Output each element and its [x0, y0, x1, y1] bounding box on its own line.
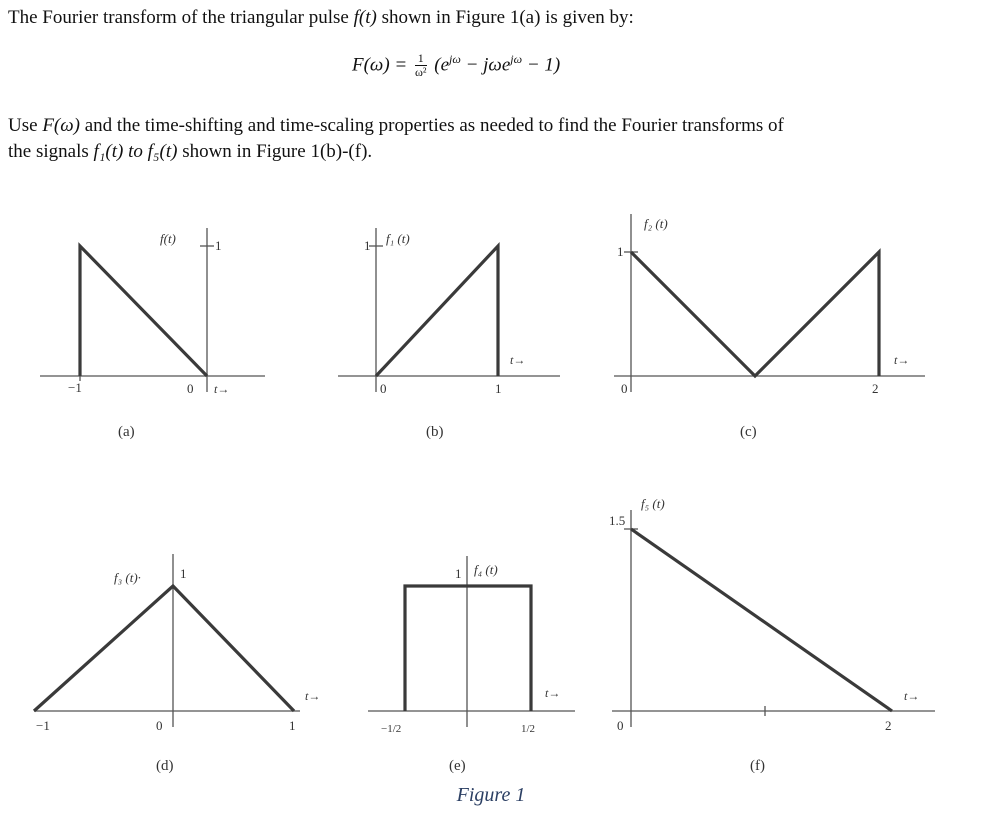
to-word: to	[123, 141, 148, 162]
panel-a-tick-minus-one: −1	[68, 380, 82, 395]
panel-e-tick-half: 1/2	[521, 723, 536, 735]
instr-text-b: and the time-shifting and time-scaling properties as needed to find the Fourier transforms of	[80, 115, 784, 136]
panel-a-tick-one: 1	[215, 238, 222, 253]
panel-c-tick-one-y: 1	[617, 244, 624, 259]
ft-symbol: f(t)	[353, 7, 377, 28]
panel-e-tick-one-y: 1	[455, 566, 462, 581]
formula-numerator: 1	[415, 52, 427, 66]
panel-d-func: f₃ (t)·	[114, 570, 141, 585]
formula-exp1: jω	[449, 52, 461, 66]
panel-f-t-arrow: t→	[904, 689, 920, 703]
panel-a-t-arrow: t→	[214, 382, 230, 396]
instr-text-d: shown in Figure 1(b)-(f).	[177, 141, 373, 162]
formula-lhs: F(ω) =	[352, 54, 412, 76]
panel-b-tick-zero: 0	[380, 381, 387, 396]
panel-b-tick-one-x: 1	[495, 381, 502, 396]
panel-c-t-arrow: t→	[894, 353, 910, 367]
panel-b-t-arrow: t→	[510, 353, 526, 367]
formula-rhs-c: − 1)	[522, 54, 561, 76]
f5-symbol: f₅(t)	[147, 141, 178, 162]
figure-caption: Figure 1	[456, 784, 526, 806]
instr-text-a: Use	[8, 115, 43, 136]
f1-symbol: f₁(t)	[93, 141, 124, 162]
panel-a-tick-zero: 0	[187, 381, 194, 396]
signal-f2-c	[631, 252, 879, 376]
panel-f-tick-zero: 0	[617, 718, 624, 733]
panel-c-letter: (c)	[740, 424, 757, 440]
panel-b-tick-one-y: 1	[364, 238, 371, 253]
panel-d-tick-one-x: 1	[289, 718, 296, 733]
signal-f-a	[80, 246, 207, 376]
Fw-symbol: F(ω)	[42, 115, 80, 136]
panel-e-t-arrow: t→	[545, 686, 561, 700]
panel-d-tick-minus-one: −1	[36, 718, 50, 733]
panel-d-letter: (d)	[156, 758, 174, 774]
panel-c-tick-two: 2	[872, 381, 879, 396]
panel-f-tick-two: 2	[885, 718, 892, 733]
signal-f1-b	[376, 246, 498, 376]
panel-d-t-arrow: t→	[305, 689, 321, 703]
panel-d-tick-zero: 0	[156, 718, 163, 733]
panel-c-tick-zero: 0	[621, 381, 628, 396]
formula-rhs-b: − jωe	[460, 54, 511, 76]
panel-b-letter: (b)	[426, 424, 444, 440]
panel-a-func: f(t)	[160, 231, 176, 246]
panel-d-tick-one-y: 1	[180, 566, 187, 581]
formula-denominator: ω²	[415, 65, 427, 80]
panel-f-tick-one-half: 1.5	[609, 513, 626, 528]
panel-e-tick-minus-half: −1/2	[381, 723, 402, 735]
panel-f-func: f₅ (t)	[641, 496, 665, 511]
panel-c-func: f₂ (t)	[644, 216, 668, 231]
signal-f4-e	[405, 586, 531, 711]
intro-text-b: shown in Figure 1(a) is given by:	[376, 7, 634, 28]
formula-rhs-a: (e	[434, 54, 450, 76]
intro-text-a: The Fourier transform of the triangular pulse	[8, 7, 354, 28]
panel-a-letter: (a)	[118, 424, 135, 440]
instr-text-c: the signals	[8, 141, 94, 162]
panel-e-func: f₄ (t)	[474, 562, 498, 577]
signal-f5-f	[631, 529, 892, 711]
panel-b-func: f₁ (t)	[386, 231, 410, 246]
panel-e-letter: (e)	[449, 758, 466, 774]
signal-f3-d	[34, 586, 294, 711]
panel-f-letter: (f)	[750, 758, 765, 774]
formula-exp2: jω	[510, 52, 523, 66]
